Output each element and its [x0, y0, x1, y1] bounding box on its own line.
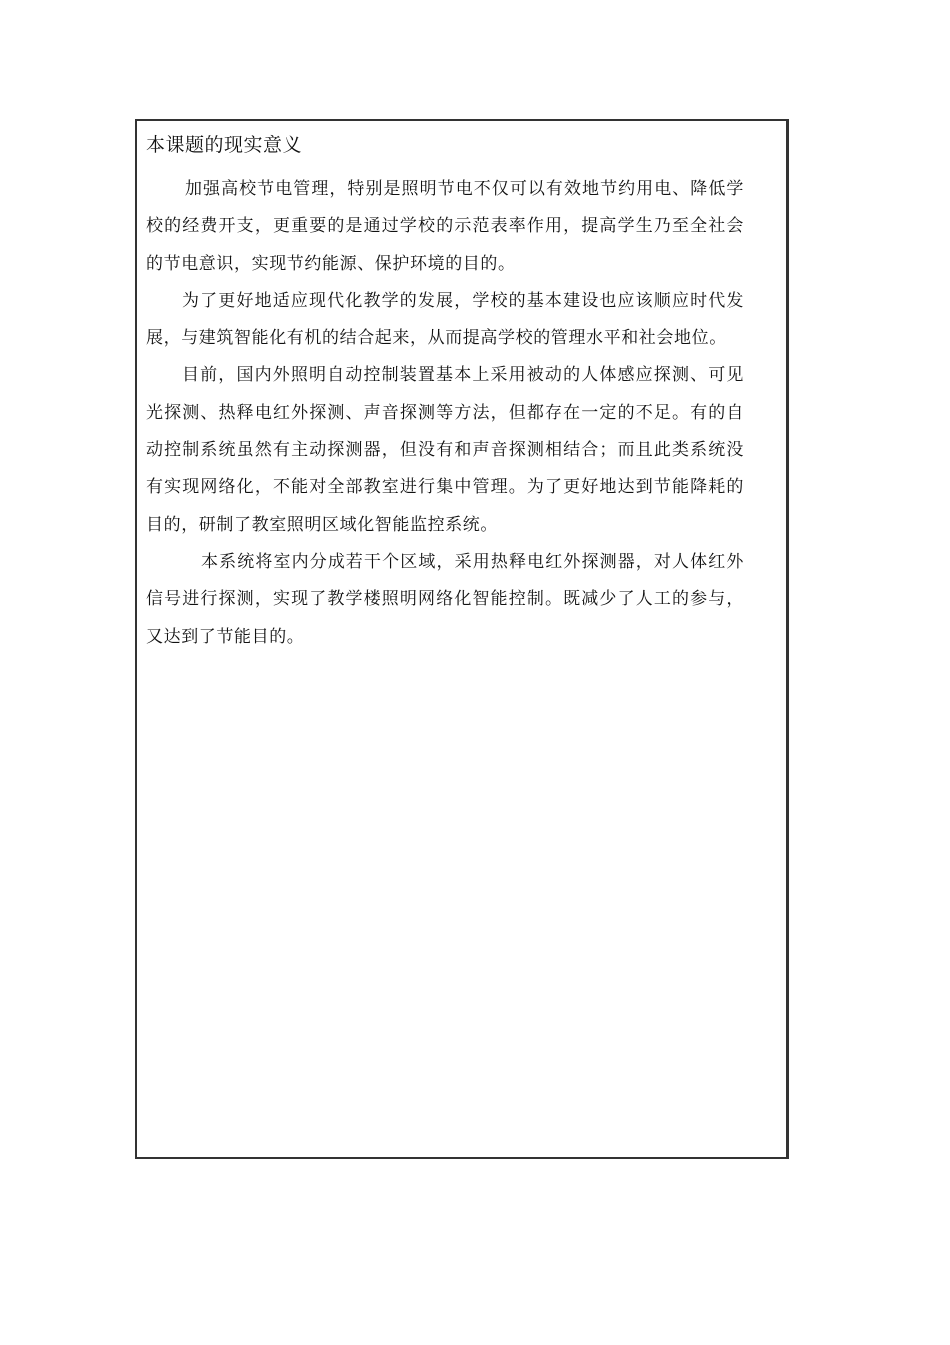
paragraph-energy-management: 加强高校节电管理，特别是照明节电不仅可以有效地节约用电、降低学校的经费开支，更重要的是通过学校的示范表率作用，提高学生乃至全社会的节电意识，实现节约能源、保护环境的目的。: [146, 179, 744, 274]
content-frame: [135, 119, 789, 1159]
paragraph-current-status: 目前，国内外照明自动控制装置基本上采用被动的人体感应探测、可见光探测、热释电红外探测、声音探测等方法，但都存在一定的不足。有的自动控制系统虽然有主动探测器，但没有和声音探测相结合；而且此类系统没有实现网络化，不能对全部教室进行集中管理。为了更好地达到节能降耗的目的，研制了教室照明区域化智能监控系统。: [146, 365, 744, 535]
section-body: [146, 171, 744, 656]
paragraph-modern-teaching: 为了更好地适应现代化教学的发展，学校的基本建设也应该顺应时代发展，与建筑智能化有机的结合起来，从而提高学校的管理水平和社会地位。: [146, 290, 744, 349]
paragraph-system-summary: 本系统将室内分成若干个区域，采用热释电红外探测器，对人体红外信号进行探测，实现了教学楼照明网络化智能控制。既减少了人工的参与，又达到了节能目的。: [146, 551, 744, 647]
section-title: 本课题的现实意义: [146, 134, 303, 156]
